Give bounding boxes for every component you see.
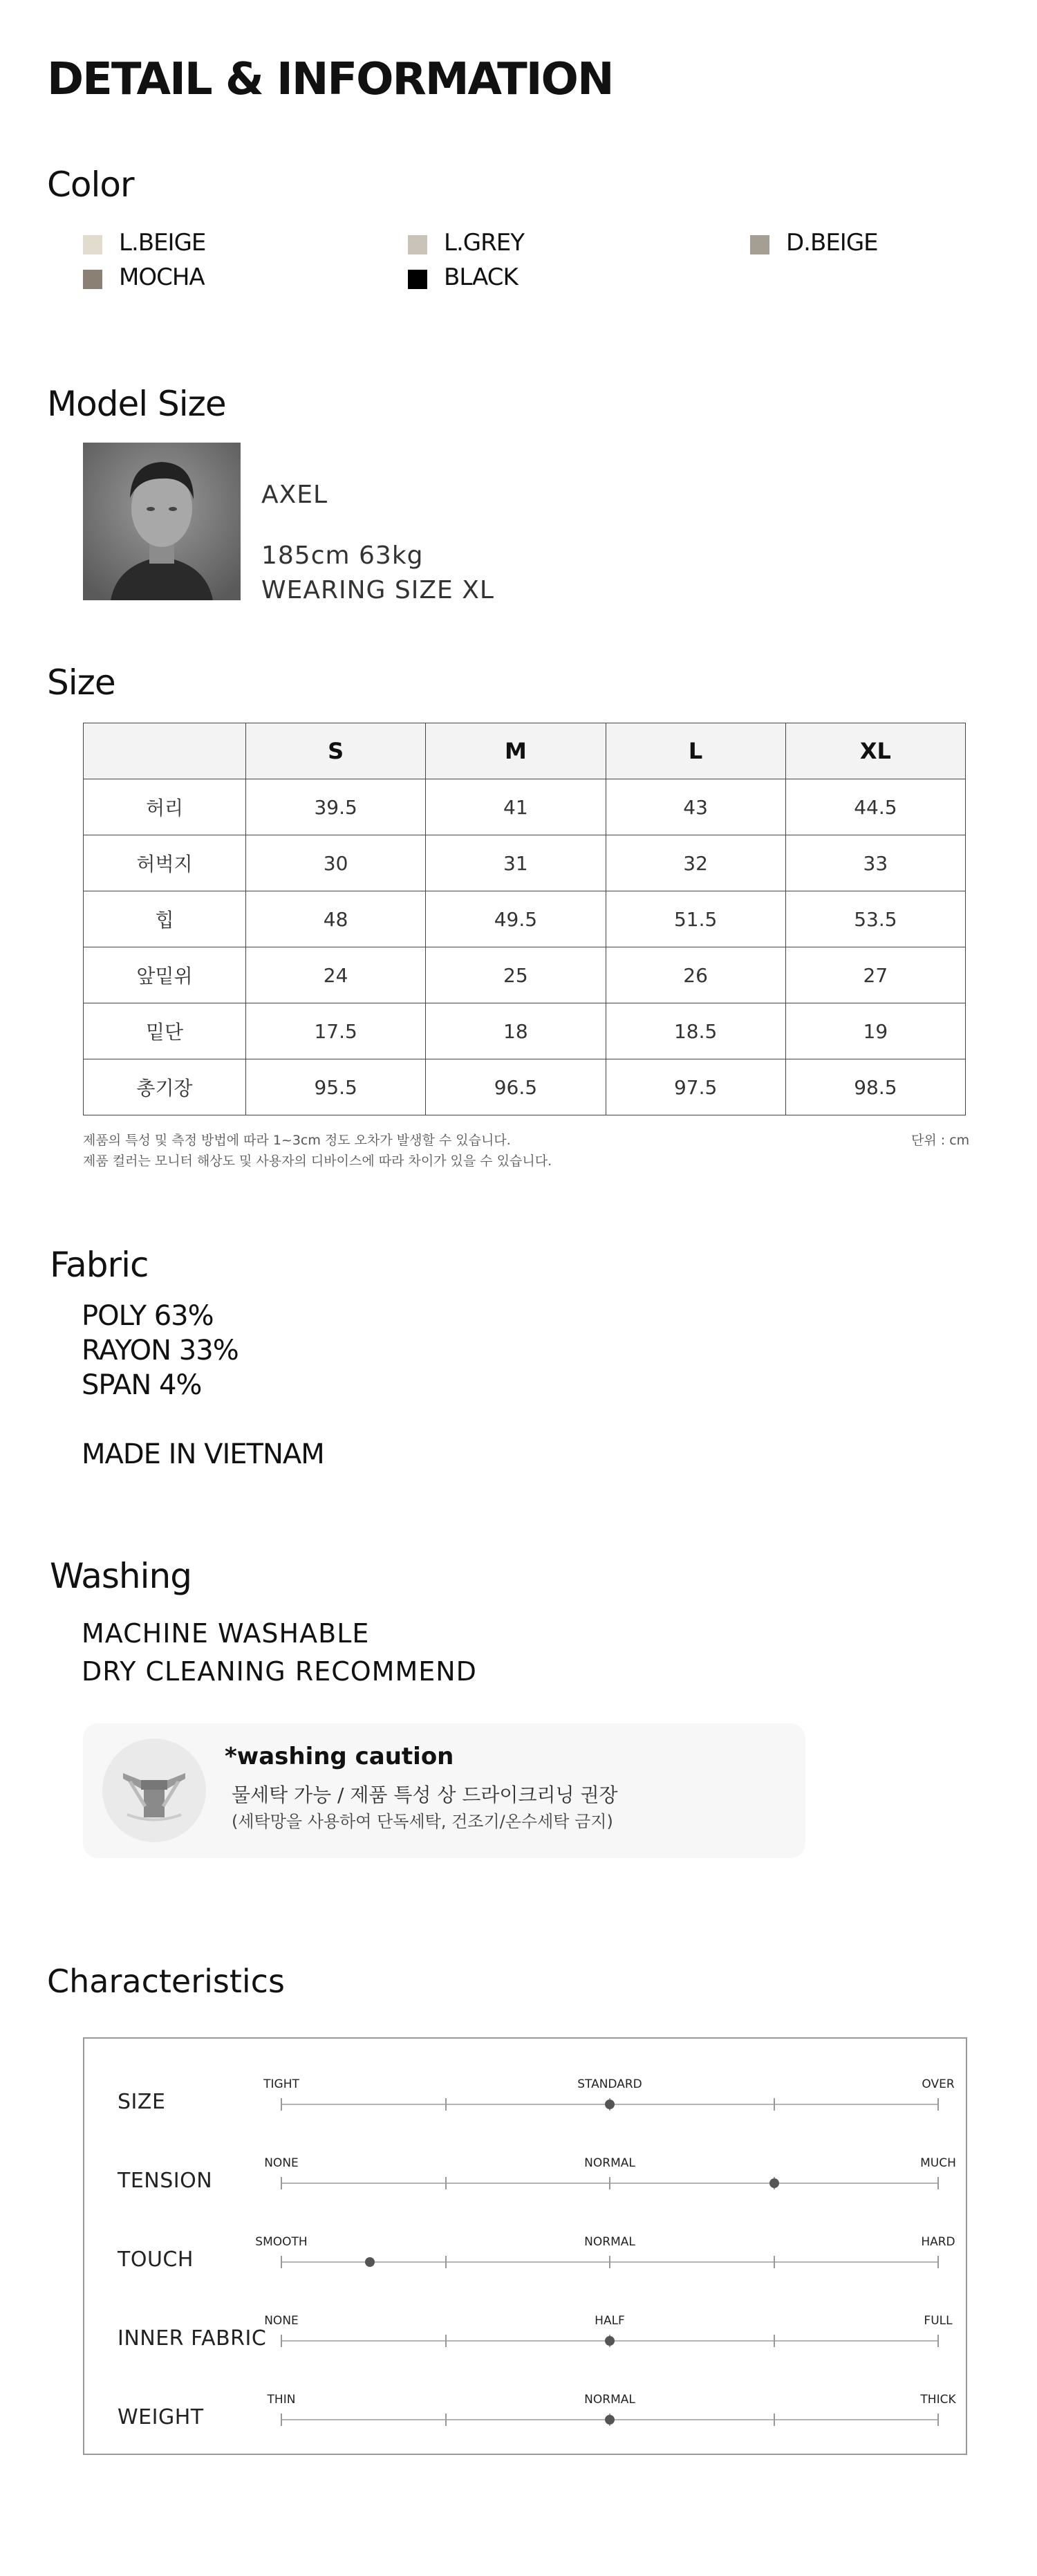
characteristic-label: WEIGHT <box>118 2405 204 2429</box>
characteristic-scale-right-label: OVER <box>922 2077 955 2091</box>
size-cell: 30 <box>246 835 426 891</box>
characteristics-box <box>83 2037 967 2455</box>
characteristic-scale-left-label: NONE <box>264 2314 299 2328</box>
scale-tick <box>937 2335 939 2347</box>
size-cell: 31 <box>426 835 606 891</box>
characteristic-marker <box>769 2178 779 2188</box>
size-row-label: 힙 <box>84 891 246 947</box>
color-label: D.BEIGE <box>786 229 878 257</box>
size-cell: 39.5 <box>246 779 426 835</box>
characteristic-scale-left-label: THIN <box>267 2393 296 2407</box>
scale-tick <box>937 2256 939 2268</box>
size-cell: 97.5 <box>606 1059 785 1115</box>
color-swatch-black <box>408 270 427 289</box>
scale-tick <box>281 2098 282 2111</box>
table-row <box>84 1059 966 1115</box>
table-row <box>84 891 966 947</box>
washing-caution-line-1: 물세탁 가능 / 제품 특성 상 드라이크리닝 권장 <box>232 1783 618 1806</box>
characteristic-scale-mid-label: NORMAL <box>584 2393 635 2407</box>
size-cell: 17.5 <box>246 1003 426 1059</box>
characteristic-scale <box>281 2183 938 2184</box>
characteristic-scale-left-label: SMOOTH <box>255 2235 308 2249</box>
characteristic-scale-mid-label: HALF <box>595 2314 625 2328</box>
size-cell: 98.5 <box>785 1059 965 1115</box>
scale-tick <box>937 2177 939 2189</box>
fabric-origin: MADE IN VIETNAM <box>82 1438 324 1470</box>
washing-heading: Washing <box>50 1556 191 1596</box>
size-cell: 27 <box>785 947 965 1003</box>
page-title: DETAIL & INFORMATION <box>47 54 613 105</box>
washing-caution-title: *washing caution <box>225 1743 454 1770</box>
size-col-s: S <box>246 723 426 779</box>
characteristic-scale-right-label: MUCH <box>920 2156 956 2170</box>
size-col-l: L <box>606 723 785 779</box>
table-row <box>84 1003 966 1059</box>
color-label: BLACK <box>444 263 518 291</box>
size-table <box>83 723 966 1115</box>
size-row-label: 허벅지 <box>84 835 246 891</box>
scale-tick <box>937 2413 939 2426</box>
size-cell: 48 <box>246 891 426 947</box>
size-cell: 19 <box>785 1003 965 1059</box>
scale-tick <box>774 2335 775 2347</box>
fabric-heading: Fabric <box>50 1245 149 1285</box>
washing-line-2: DRY CLEANING RECOMMEND <box>82 1656 477 1687</box>
characteristic-marker <box>365 2257 375 2267</box>
size-cell: 25 <box>426 947 606 1003</box>
size-cell: 18 <box>426 1003 606 1059</box>
scale-tick <box>609 2177 610 2189</box>
washing-line-1: MACHINE WASHABLE <box>82 1618 370 1649</box>
scale-tick <box>281 2256 282 2268</box>
color-swatch-l-grey <box>408 235 427 254</box>
scale-tick <box>281 2413 282 2426</box>
color-swatch-l-beige <box>83 235 102 254</box>
characteristic-marker <box>605 2415 615 2425</box>
characteristic-scale <box>281 2104 938 2105</box>
scale-tick <box>609 2256 610 2268</box>
scale-tick <box>445 2256 447 2268</box>
characteristic-scale-mid-label: STANDARD <box>577 2077 642 2091</box>
size-cell: 49.5 <box>426 891 606 947</box>
scale-tick <box>774 2256 775 2268</box>
size-cell: 53.5 <box>785 891 965 947</box>
characteristic-scale <box>281 2340 938 2342</box>
size-unit: 단위 : cm <box>911 1133 970 1148</box>
size-cell: 33 <box>785 835 965 891</box>
fabric-line-3: SPAN 4% <box>82 1369 202 1401</box>
size-table-corner <box>84 723 246 779</box>
size-cell: 24 <box>246 947 426 1003</box>
model-photo <box>83 443 241 600</box>
characteristics-heading: Characteristics <box>47 1963 285 2000</box>
size-note-1: 제품의 특성 및 측정 방법에 따라 1~3cm 정도 오차가 발생할 수 있습니다. <box>83 1133 511 1148</box>
color-swatch-d-beige <box>750 235 769 254</box>
size-cell: 44.5 <box>785 779 965 835</box>
size-cell: 41 <box>426 779 606 835</box>
characteristic-scale-left-label: TIGHT <box>263 2077 299 2091</box>
size-row-label: 앞밑위 <box>84 947 246 1003</box>
size-cell: 43 <box>606 779 785 835</box>
model-heading: Model Size <box>47 384 226 424</box>
model-name: AXEL <box>261 481 328 509</box>
size-cell: 51.5 <box>606 891 785 947</box>
characteristic-label: TENSION <box>118 2169 213 2193</box>
size-cell: 18.5 <box>606 1003 785 1059</box>
size-note-2: 제품 컬러는 모니터 해상도 및 사용자의 디바이스에 따라 차이가 있을 수 있습니다. <box>83 1153 552 1169</box>
characteristic-scale-left-label: NONE <box>264 2156 299 2170</box>
scale-tick <box>445 2335 447 2347</box>
size-cell: 95.5 <box>246 1059 426 1115</box>
color-label: L.BEIGE <box>119 229 206 257</box>
size-row-label: 허리 <box>84 779 246 835</box>
characteristic-label: SIZE <box>118 2090 166 2114</box>
characteristic-scale-right-label: THICK <box>920 2393 956 2407</box>
characteristic-marker <box>605 2336 615 2346</box>
table-row <box>84 779 966 835</box>
color-swatch-mocha <box>83 270 102 289</box>
table-row <box>84 947 966 1003</box>
table-row <box>84 835 966 891</box>
scale-tick <box>774 2413 775 2426</box>
size-row-label: 밑단 <box>84 1003 246 1059</box>
characteristic-marker <box>605 2100 615 2109</box>
characteristic-scale-right-label: HARD <box>921 2235 955 2249</box>
size-cell: 32 <box>606 835 785 891</box>
characteristic-scale <box>281 2419 938 2420</box>
characteristic-scale <box>281 2261 938 2263</box>
scale-tick <box>445 2413 447 2426</box>
color-label: MOCHA <box>119 263 205 291</box>
scale-tick <box>937 2098 939 2111</box>
scale-tick <box>281 2177 282 2189</box>
size-cell: 96.5 <box>426 1059 606 1115</box>
washing-caution-icon <box>102 1739 206 1842</box>
size-col-xl: XL <box>785 723 965 779</box>
size-col-m: M <box>426 723 606 779</box>
model-wearing-size: WEARING SIZE XL <box>261 576 494 604</box>
characteristic-scale-right-label: FULL <box>924 2314 953 2328</box>
characteristic-label: INNER FABRIC <box>118 2326 267 2351</box>
washing-caution-line-2: (세탁망을 사용하여 단독세탁, 건조기/온수세탁 금지) <box>232 1812 613 1831</box>
fabric-line-1: POLY 63% <box>82 1300 214 1332</box>
model-body: 185cm 63kg <box>261 541 424 570</box>
scale-tick <box>445 2177 447 2189</box>
washing-caution-box <box>83 1723 805 1858</box>
characteristic-label: TOUCH <box>118 2248 194 2272</box>
scale-tick <box>281 2335 282 2347</box>
scale-tick <box>774 2098 775 2111</box>
fabric-line-2: RAYON 33% <box>82 1335 239 1366</box>
characteristic-scale-mid-label: NORMAL <box>584 2156 635 2170</box>
characteristic-scale-mid-label: NORMAL <box>584 2235 635 2249</box>
color-heading: Color <box>47 165 134 205</box>
scale-tick <box>445 2098 447 2111</box>
color-label: L.GREY <box>444 229 524 257</box>
size-row-label: 총기장 <box>84 1059 246 1115</box>
size-cell: 26 <box>606 947 785 1003</box>
size-heading: Size <box>47 662 115 703</box>
